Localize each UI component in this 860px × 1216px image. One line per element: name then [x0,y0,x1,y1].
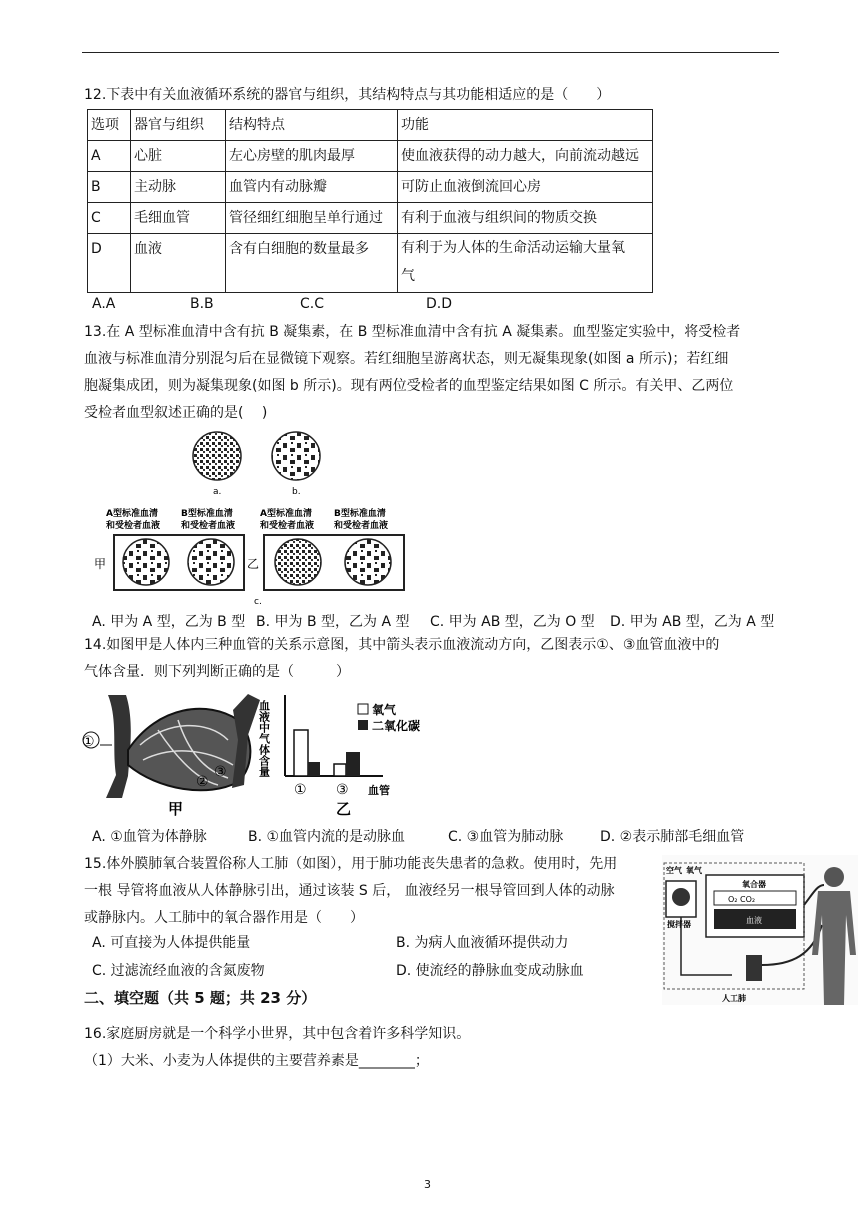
table-row [88,203,653,234]
label-a: a. [213,487,222,497]
label-air: 空气 [666,866,682,875]
gas-label: O₂ CO₂ [728,895,756,904]
header-rule [82,52,779,53]
option-b[interactable]: B.B [190,296,214,312]
option-d[interactable]: D. 使流经的静脉血变成动脉血 [396,963,584,979]
bar-co2-3 [346,752,360,776]
q14-stem-line2: 气体含量．则下列判断正确的是（ ） [84,664,350,680]
q14-options [92,826,792,846]
table-cell: 毛细血管 [131,203,226,234]
q14-vessel-figure [78,690,448,820]
pump-wheel [672,888,690,906]
cell-circle [123,539,169,585]
table-cell: D [88,234,131,293]
table-cell: 血液 [131,234,226,293]
section-title: 二、填空题（共 5 题；共 23 分） [84,989,317,1007]
label-yi: 乙 [336,800,352,818]
label-oxygen: 氧气 [686,866,702,875]
q14-stem-line1: 14.如图甲是人体内三种血管的关系示意图，其中箭头表示血液流动方向，乙图表示①、③血管血液中的 [84,637,720,653]
blood-label: 血液 [746,916,762,925]
ylabel: 血液中气体含量 [257,700,271,777]
option-a[interactable]: A. 甲为 A 型，乙为 B 型 [92,614,246,630]
serum-label: 和受检者血液 [106,521,161,531]
reservoir [746,955,762,981]
label-c: c. [254,597,262,607]
q12-table [87,109,653,293]
cell-circle-a [193,432,241,480]
option-b[interactable]: B. 为病人血液循环提供动力 [396,935,569,951]
option-c[interactable]: C. ③血管为肺动脉 [448,829,564,845]
cell-circle-b [272,432,320,480]
serum-label: A型标准血清 [260,509,312,519]
table-header-row [88,110,653,141]
q15-artificial-lung-figure [662,855,858,1005]
table-cell: A [88,141,131,172]
x-tick-1: ① [294,782,307,798]
q13-stem-line4: 受检者血型叙述正确的是( ) [84,405,268,421]
human-head [824,867,844,887]
serum-label: 和受检者血液 [181,521,236,531]
table-cell: 心脏 [131,141,226,172]
table-cell [398,234,653,293]
q13-blood-type-figure [86,430,416,610]
option-d[interactable]: D. ②表示肺部毛细血管 [600,829,745,845]
x-tick-3: ③ [336,782,349,798]
label-2: ② [196,774,209,790]
option-b[interactable]: B. ①血管内流的是动脉血 [248,829,406,845]
table-header-cell: 结构特点 [226,110,398,141]
vessel-1 [106,695,131,798]
table-cell: 含有白细胞的数量最多 [226,234,398,293]
q15-stem-line2: 一根 导管将血液从人体静脉引出，通过该装 S 后， 血液经另一根导管回到人体的动脉 [84,883,615,899]
label-jia: 甲 [168,800,184,818]
q16-stem: 16.家庭厨房就是一个科学小世界，其中包含着许多科学知识。 [84,1026,471,1042]
capillary-network [128,709,250,790]
table-header-cell: 器官与组织 [131,110,226,141]
option-b[interactable]: B. 甲为 B 型，乙为 A 型 [256,614,410,630]
oxygenator-label: 氧合器 [742,880,766,889]
table-header-cell: 选项 [88,110,131,141]
q15-options [92,932,652,986]
legend-o2-swatch [358,704,368,714]
option-d[interactable]: D.D [426,296,453,312]
label-3: ③ [214,764,227,780]
label-1: ① [82,734,95,750]
serum-label: A型标准血清 [106,509,158,519]
table-row [88,141,653,172]
label-jia: 甲 [94,557,107,571]
label-yi: 乙 [247,557,260,571]
table-cell: 使血液获得的动力越大，向前流动越远 [398,141,653,172]
q15-stem-line3: 或静脉内。人工肺中的氧合器作用是（ ） [84,910,364,926]
bar-o2-1 [294,730,308,776]
table-cell-line: 气 [401,268,415,284]
serum-label: B型标准血清 [334,509,386,519]
q12-stem: 12.下表中有关血液循环系统的器官与组织，其结构特点与其功能相适应的是（ ） [84,87,611,103]
option-c[interactable]: C. 过滤流经血液的含氮废物 [92,963,265,979]
q13-options [92,611,792,631]
xlabel: 血管 [368,784,390,797]
cell-circle [188,539,234,585]
option-a[interactable]: A.A [92,296,116,312]
option-a[interactable]: A. 可直接为人体提供能量 [92,935,251,951]
table-row [88,234,653,293]
q13-stem-line2: 血液与标准血清分别混匀后在显微镜下观察。若红细胞呈游离状态，则无凝集现象(如图 a 所示)；若红细 [84,351,729,367]
table-cell: 主动脉 [131,172,226,203]
label-b: b. [292,487,301,497]
table-row [88,172,653,203]
table-cell: B [88,172,131,203]
table-header-cell: 功能 [398,110,653,141]
table-cell: 可防止血液倒流回心房 [398,172,653,203]
legend-co2-label: 二氧化碳 [372,719,421,733]
cell-circle [345,539,391,585]
q12-options [92,296,592,316]
serum-label: B型标准血清 [181,509,233,519]
q13-stem-line1: 13.在 A 型标准血清中含有抗 B 凝集素，在 B 型标准血清中含有抗 A 凝集素。血型鉴定实验中，将受检者 [84,324,741,340]
q15-stem-line1: 15.体外膜肺氧合装置俗称人工肺（如图），用于肺功能丧失患者的急救。使用时，先用 [84,856,618,872]
option-d[interactable]: D. 甲为 AB 型，乙为 A 型 [610,614,775,630]
pump-label: 搅拌器 [667,920,691,929]
option-c[interactable]: C. 甲为 AB 型，乙为 O 型 [430,614,595,630]
q13-stem-line3: 胞凝集成团，则为凝集现象(如图 b 所示)。现有两位受检者的血型鉴定结果如图 C 所示。有关甲、乙两位 [84,378,734,394]
table-cell-line: 有利于为人体的生命活动运输大量氧 [401,240,625,256]
q16-sub1: （1）大米、小麦为人体提供的主要营养素是________； [84,1053,429,1069]
legend-co2-swatch [358,720,368,730]
table-cell: C [88,203,131,234]
bar-o2-3 [334,764,346,776]
table-cell: 左心房壁的肌肉最厚 [226,141,398,172]
option-a[interactable]: A. ①血管为体静脉 [92,829,207,845]
cell-circle [275,539,321,585]
table-cell: 管径细红细胞呈单行通过 [226,203,398,234]
table-cell: 有利于血液与组织间的物质交换 [398,203,653,234]
lung-label: 人工肺 [722,994,746,1003]
table-cell: 血管内有动脉瓣 [226,172,398,203]
legend-o2-label: 氧气 [372,703,397,717]
serum-label: 和受检者血液 [334,521,389,531]
bar-co2-1 [308,762,320,776]
page-number: 3 [424,1178,431,1191]
serum-label: 和受检者血液 [260,521,315,531]
option-c[interactable]: C.C [300,296,325,312]
